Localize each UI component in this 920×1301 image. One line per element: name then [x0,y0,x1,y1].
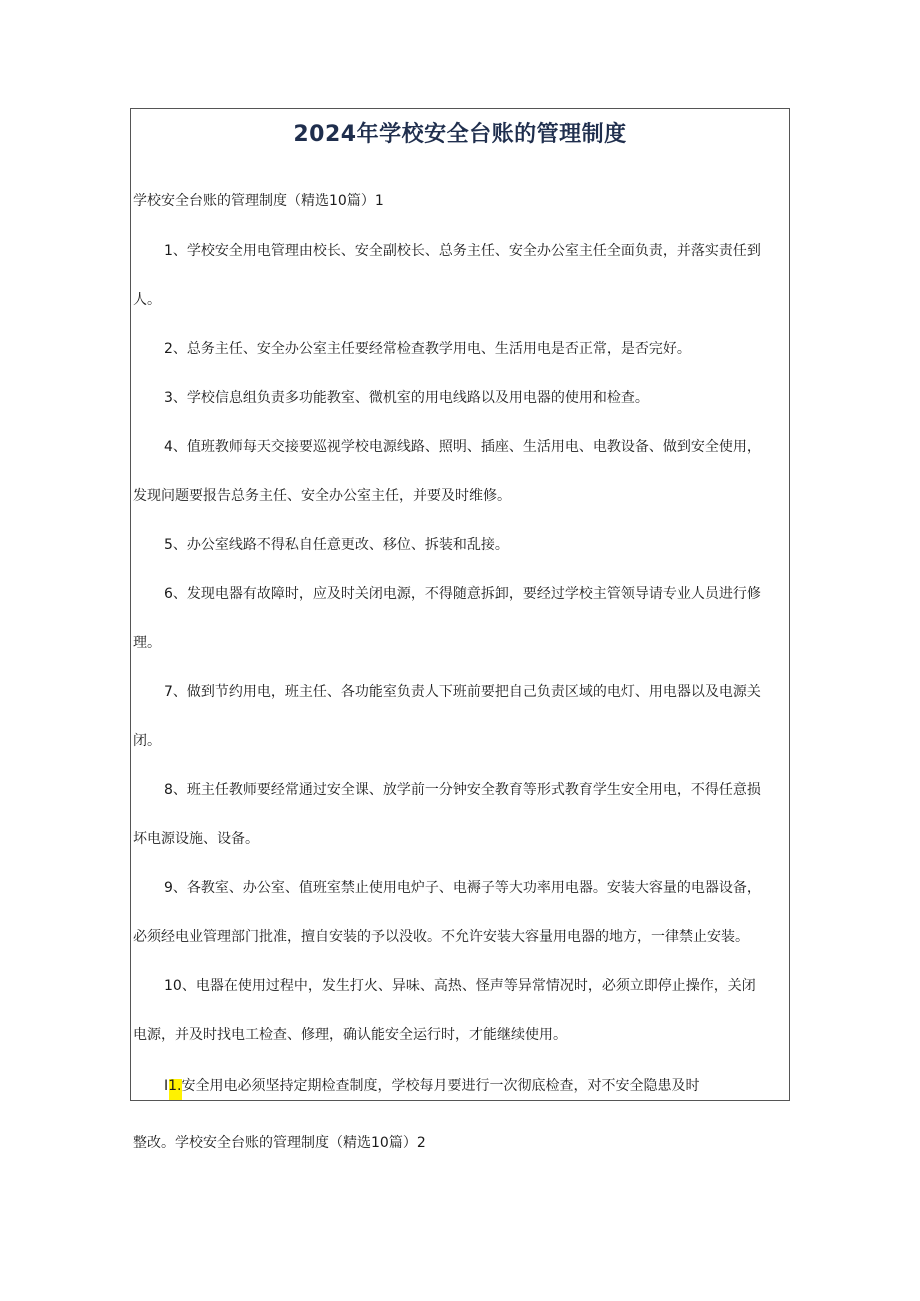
paragraph-line: 9、各教室、办公室、值班室禁止使用电炉子、电褥子等大功率用电器。安装大容量的电器设备， [164,880,761,896]
paragraph-line: 坏电源设施、设备。 [133,831,259,847]
paragraph-line: 4、值班教师每天交接要巡视学校电源线路、照明、插座、生活用电、电教设备、做到安全使用， [164,439,761,455]
paragraph-line: 3、学校信息组负责多功能教室、微机室的用电线路以及用电器的使用和检查。 [164,390,649,406]
paragraph-line: 人。 [133,292,161,308]
paragraph-line: 闭。 [133,733,161,749]
paragraph-line: 电源，并及时找电工检查、修理，确认能安全运行时，才能继续使用。 [133,1027,567,1043]
paragraph-line: 7、做到节约用电，班主任、各功能室负责人下班前要把自己负责区域的电灯、用电器以及电源关 [164,684,761,700]
paragraph-line: I1.安全用电必须坚持定期检查制度，学校每月要进行一次彻底检查，对不安全隐患及时 [164,1078,700,1094]
paragraph-line: 10、电器在使用过程中，发生打火、异味、高热、怪声等异常情况时，必须立即停止操作，关闭 [164,978,756,994]
paragraph-line: 必须经电业管理部门批准，擅自安装的予以没收。不允许安装大容量用电器的地方，一律禁止安装。 [133,929,749,945]
document-subtitle: 学校安全台账的管理制度（精选10篇）1 [133,193,384,209]
paragraph-line: 1、学校安全用电管理由校长、安全副校长、总务主任、安全办公室主任全面负责，并落实责任到 [164,243,761,259]
paragraph-line: 2、总务主任、安全办公室主任要经常检查教学用电、生活用电是否正常，是否完好。 [164,341,691,357]
paragraph-line: 6、发现电器有故障时，应及时关闭电源，不得随意拆卸，要经过学校主管领导请专业人员进行修 [164,586,761,602]
paragraph-line: 5、办公室线路不得私自任意更改、移位、拆装和乱接。 [164,537,509,553]
paragraph-line: 8、班主任教师要经常通过安全课、放学前一分钟安全教育等形式教育学生安全用电，不得任意损 [164,782,761,798]
document-footer-line: 整改。学校安全台账的管理制度（精选10篇）2 [133,1135,426,1151]
paragraph-line: 理。 [133,635,161,651]
document-title: 2024年学校安全台账的管理制度 [293,122,627,147]
paragraph-line: 发现问题要报告总务主任、安全办公室主任，并要及时维修。 [133,488,511,504]
